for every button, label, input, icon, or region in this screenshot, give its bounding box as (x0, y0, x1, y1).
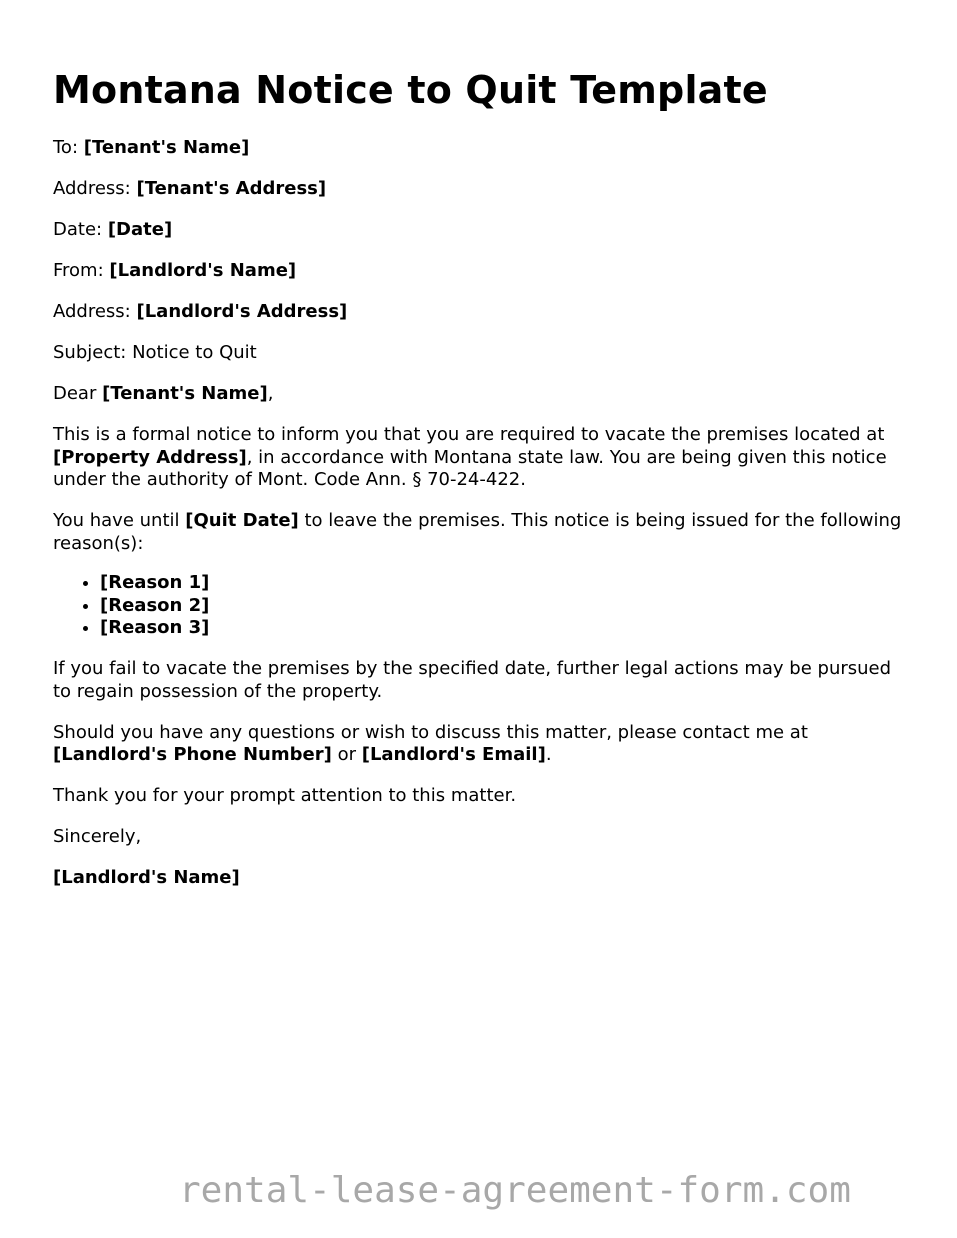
tenant-address-placeholder: [Tenant's Address] (136, 178, 327, 199)
signature-placeholder: [Landlord's Name] (53, 867, 240, 888)
greeting-line: Dear [Tenant's Name], (53, 383, 274, 404)
notice-body (53, 137, 903, 908)
reasons-list (53, 572, 903, 640)
quit-date-paragraph: You have until [Quit Date] to leave the premises. This notice is being issued for the following reason(s): (53, 510, 902, 554)
landlord-address-line: Address: [Landlord's Address] (53, 301, 348, 322)
closing-line: Sincerely, (53, 826, 142, 847)
contact-paragraph: Should you have any questions or wish to discuss this matter, please contact me at [Landlord's Phone Number] or [Landlord's Email]. (53, 721, 808, 765)
page-title: Montana Notice to Quit Template (53, 68, 768, 112)
to-line: To: [Tenant's Name] (53, 137, 250, 158)
list-item: • [Reason 3] (100, 617, 903, 640)
signature-line (53, 867, 903, 890)
list-item: • [Reason 2] (100, 595, 903, 618)
site-watermark: rental-lease-agreement-form.com (179, 1170, 851, 1211)
landlord-phone-placeholder: [Landlord's Phone Number] (53, 744, 332, 765)
landlord-email-placeholder: [Landlord's Email] (361, 744, 546, 765)
landlord-address-placeholder: [Landlord's Address] (136, 301, 348, 322)
tenant-address-line: Address: [Tenant's Address] (53, 178, 327, 199)
property-address-placeholder: [Property Address] (53, 446, 247, 468)
thank-you-line: Thank you for your prompt attention to this matter. (53, 785, 517, 806)
subject-line: Subject: Notice to Quit (53, 342, 257, 363)
date-line: Date: [Date] (53, 219, 173, 240)
landlord-name-placeholder: [Landlord's Name] (109, 260, 297, 281)
tenant-name-placeholder: [Tenant's Name] (83, 137, 250, 158)
date-placeholder: [Date] (107, 219, 173, 240)
consequence-paragraph: If you fail to vacate the premises by the specified date, further legal actions may be pursued to regain possession of the property. (53, 658, 892, 702)
quit-date-placeholder: [Quit Date] (185, 510, 299, 531)
greeting-tenant-name: [Tenant's Name] (102, 383, 268, 404)
from-line: From: [Landlord's Name] (53, 260, 297, 281)
list-item: • [Reason 1] (100, 572, 903, 595)
notice-paragraph: This is a formal notice to inform you that you are required to vacate the premises located at [Property Address], in accordance with Montana state law. You are being given this notice under the authority of Mont. Code Ann. § 70-24-422. (53, 424, 887, 490)
